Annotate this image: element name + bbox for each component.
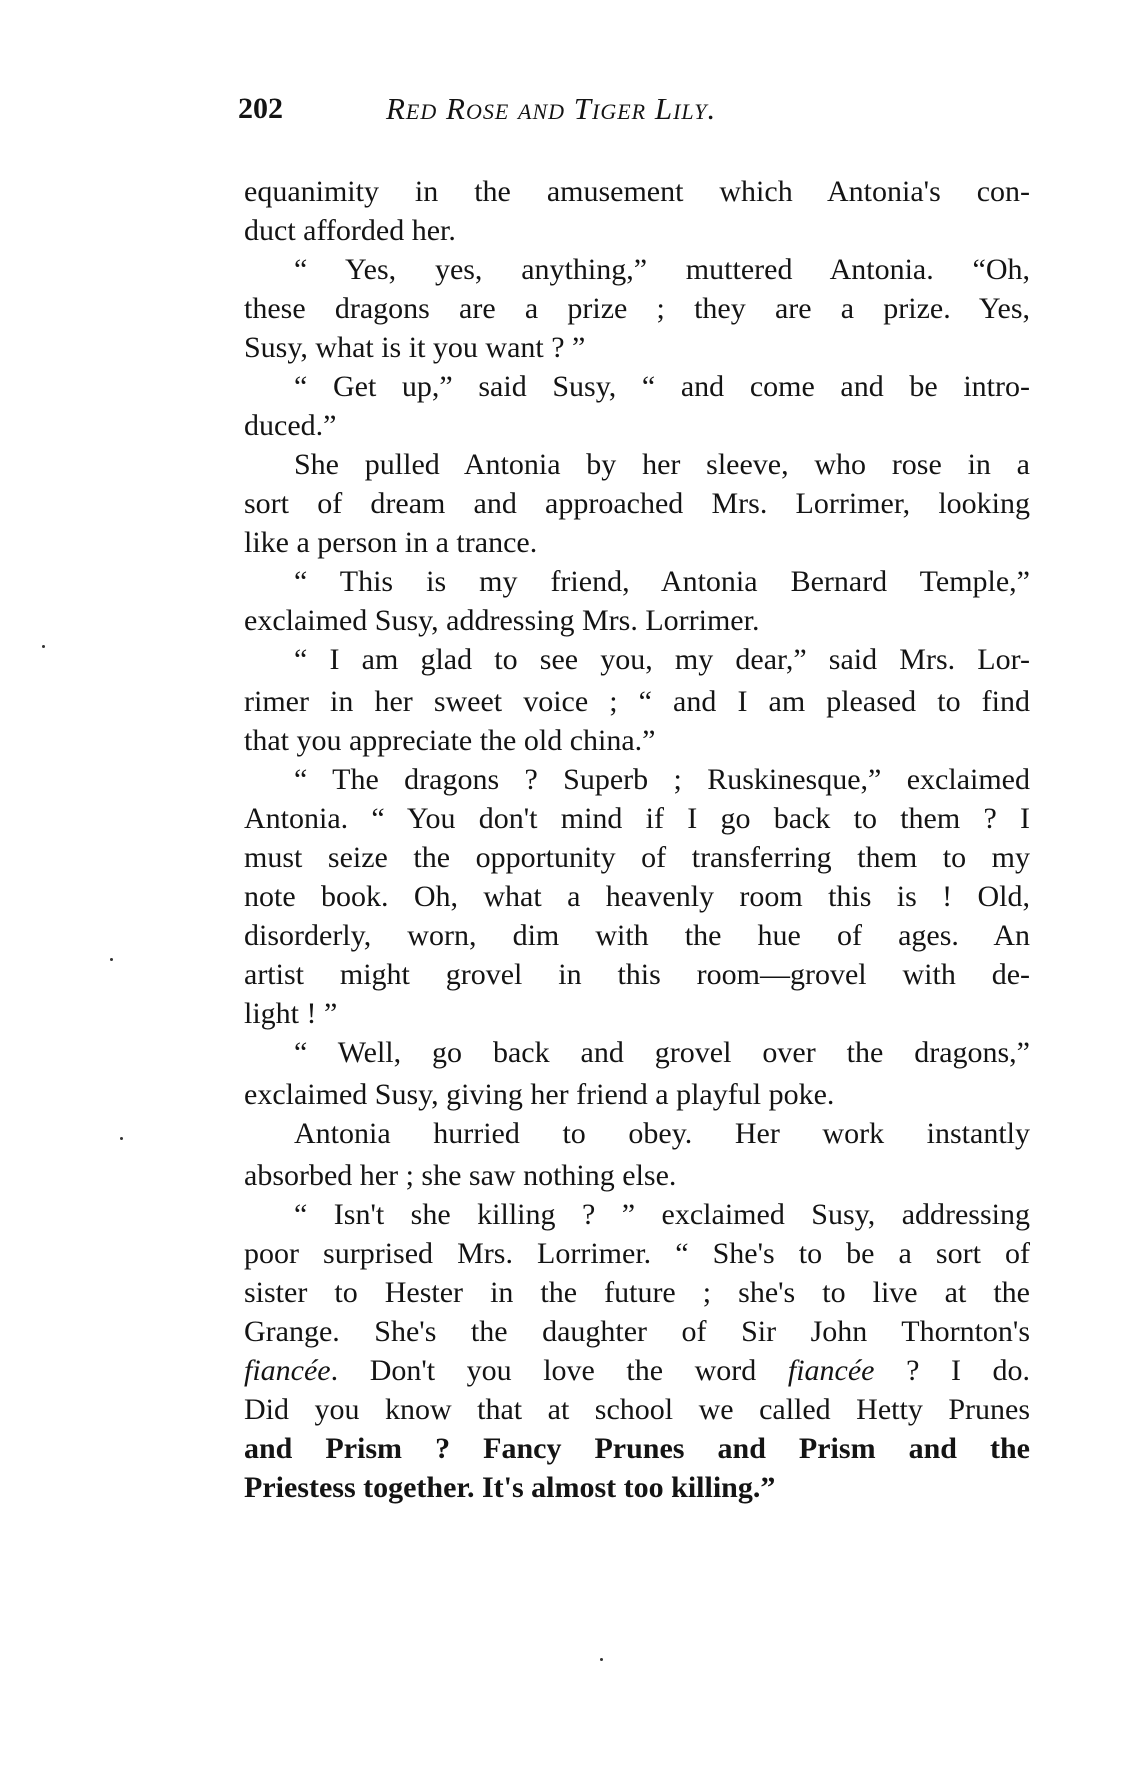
text-line: these dragons are a prize ; they are a prize. Yes,	[244, 292, 1030, 325]
text-line: and Prism ? Fancy Prunes and Prism and the	[244, 1432, 1030, 1465]
italic-word: fiancée	[787, 1354, 875, 1387]
text-line: poor surprised Mrs. Lorrimer. “ She's to be a sort of	[244, 1237, 1030, 1270]
text-line: must seize the opportunity of transferring them to my	[244, 841, 1030, 874]
text-line: like a person in a trance.	[244, 526, 538, 559]
text-line: “ Isn't she killing ? ” exclaimed Susy, addressing	[294, 1198, 1030, 1231]
text-line: rimer in her sweet voice ; “ and I am pleased to find	[244, 685, 1030, 718]
text-line: sort of dream and approached Mrs. Lorrimer, looking	[244, 487, 1030, 520]
paper-speck	[120, 1137, 123, 1140]
paper-speck	[42, 645, 45, 648]
body-text	[244, 172, 1030, 1507]
running-title: Red Rose and Tiger Lily.	[386, 91, 717, 126]
text-line: that you appreciate the old china.”	[244, 724, 656, 757]
text-line: disorderly, worn, dim with the hue of ages. An	[244, 919, 1030, 952]
text-line: duct afforded her.	[244, 214, 456, 247]
text-line: sister to Hester in the future ; she's to live at the	[244, 1276, 1030, 1309]
text-line: Susy, what is it you want ? ”	[244, 331, 586, 364]
page-number: 202	[238, 92, 283, 125]
text-line: Priestess together. It's almost too killing.”	[244, 1471, 776, 1504]
paper-speck	[600, 1658, 603, 1661]
italic-word: fiancée	[244, 1354, 331, 1387]
text-line: exclaimed Susy, addressing Mrs. Lorrimer.	[244, 604, 760, 637]
text-line: Grange. She's the daughter of Sir John Thornton's	[244, 1315, 1030, 1348]
text-line: artist might grovel in this room—grovel with de-	[244, 958, 1030, 991]
text-line: fiancée. Don't you love the word fiancée ? I do.	[244, 1354, 1030, 1387]
text-line: Antonia hurried to obey. Her work instantly	[294, 1117, 1030, 1150]
text-line: “ Get up,” said Susy, “ and come and be intro-	[294, 370, 1030, 403]
text-line: “ The dragons ? Superb ; Ruskinesque,” exclaimed	[294, 763, 1030, 796]
text-line: “ Well, go back and grovel over the dragons,”	[294, 1036, 1030, 1069]
text-line: light ! ”	[244, 997, 338, 1030]
text-line: equanimity in the amusement which Antonia's con-	[244, 175, 1030, 208]
running-head	[238, 84, 1038, 134]
text-line: Did you know that at school we called Hetty Prunes	[244, 1393, 1030, 1426]
text-line: Antonia. “ You don't mind if I go back to them ? I	[244, 802, 1030, 835]
paper-speck	[110, 958, 113, 961]
text-line: “ Yes, yes, anything,” muttered Antonia. “Oh,	[294, 253, 1030, 286]
text-line: duced.”	[244, 409, 337, 442]
text-line: “ I am glad to see you, my dear,” said Mrs. Lor-	[294, 643, 1030, 676]
text-line: exclaimed Susy, giving her friend a playful poke.	[244, 1078, 835, 1111]
text-line: She pulled Antonia by her sleeve, who rose in a	[294, 448, 1030, 481]
text-line: note book. Oh, what a heavenly room this is ! Old,	[244, 880, 1030, 913]
text-line: absorbed her ; she saw nothing else.	[244, 1159, 677, 1192]
text-line: “ This is my friend, Antonia Bernard Temple,”	[294, 565, 1030, 598]
